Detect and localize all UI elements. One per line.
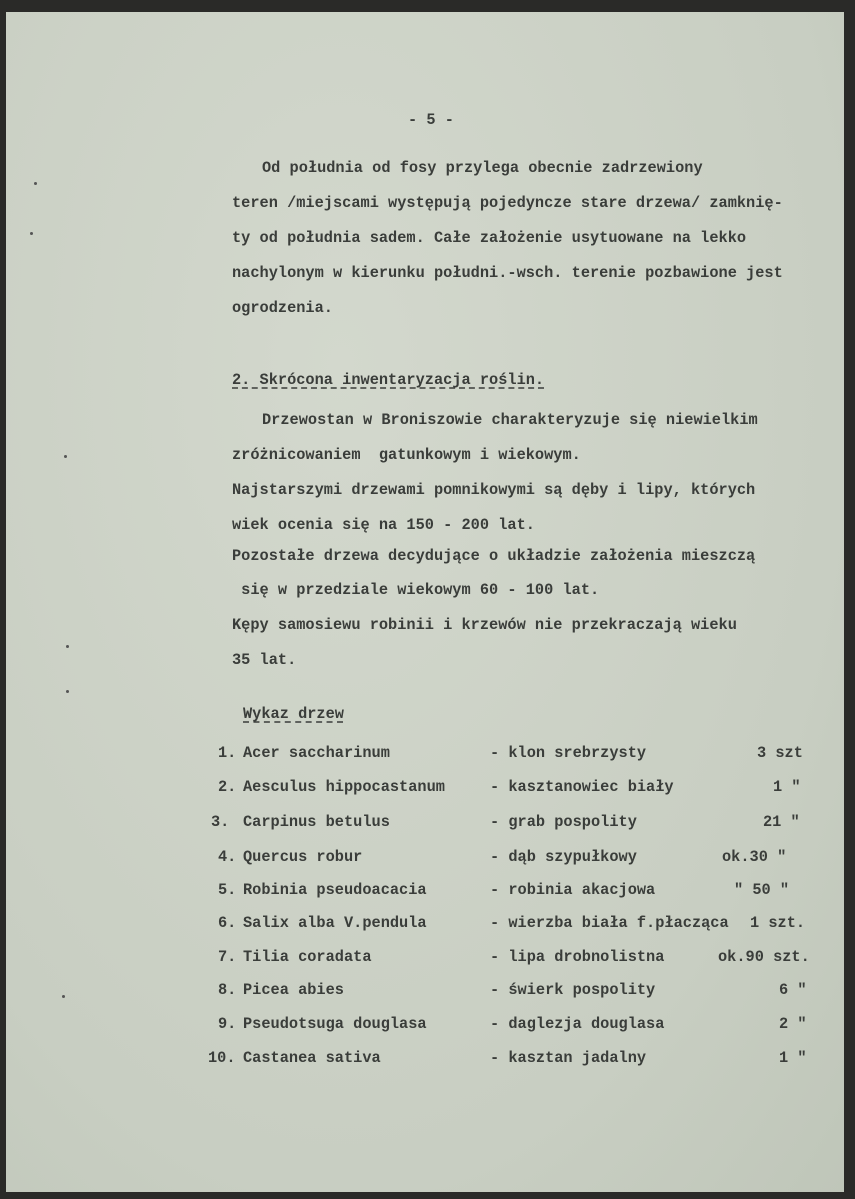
tree-latin-name: Robinia pseudoacacia (243, 881, 427, 899)
tree-polish-name: - dąb szypułkowy (490, 848, 637, 866)
tree-count: ok.90 szt. (718, 948, 810, 966)
tree-number: 10. (208, 1049, 236, 1067)
tree-latin-name: Pseudotsuga douglasa (243, 1015, 427, 1033)
tree-count: 21 " (763, 813, 800, 831)
tree-count: 2 " (779, 1015, 807, 1033)
tree-latin-name: Salix alba V.pendula (243, 914, 427, 932)
tree-number: 5. (218, 881, 237, 899)
tree-polish-name: - grab pospolity (490, 813, 637, 831)
paragraph-2-line: zróżnicowaniem gatunkowym i wiekowym. (232, 446, 581, 464)
paragraph-2-line: się w przedziale wiekowym 60 - 100 lat. (232, 581, 600, 599)
tree-polish-name: - kasztanowiec biały (490, 778, 674, 796)
tree-latin-name: Picea abies (243, 981, 344, 999)
scan-speck (62, 995, 65, 998)
tree-latin-name: Castanea sativa (243, 1049, 381, 1067)
tree-number: 8. (218, 981, 237, 999)
tree-number: 2. (218, 778, 237, 796)
tree-number: 1. (218, 744, 237, 762)
section-heading: 2. Skrócona inwentaryzacja roślin. (232, 371, 545, 389)
tree-number: 4. (218, 848, 237, 866)
tree-count: 6 " (779, 981, 807, 999)
paragraph-2-line: Drzewostan w Broniszowie charakteryzuje się niewielkim (262, 411, 758, 429)
tree-number: 9. (218, 1015, 237, 1033)
paragraph-1-line: teren /miejscami występują pojedyncze stare drzewa/ zamknię- (232, 194, 783, 212)
list-heading: Wykaz drzew (243, 705, 344, 723)
tree-polish-name: - kasztan jadalny (490, 1049, 647, 1067)
tree-number: 3. (211, 813, 230, 831)
tree-polish-name: - wierzba biała f.płacząca (490, 914, 729, 932)
paragraph-1-line: ogrodzenia. (232, 299, 333, 317)
tree-latin-name: Tilia coradata (243, 948, 372, 966)
scan-speck (64, 455, 67, 458)
tree-count: 1 " (779, 1049, 807, 1067)
paragraph-1-line: Od południa od fosy przylega obecnie zadrzewiony (262, 159, 703, 177)
tree-latin-name: Quercus robur (243, 848, 363, 866)
paragraph-1-line: nachylonym w kierunku południ.-wsch. terenie pozbawione jest (232, 264, 783, 282)
paragraph-2-line: 35 lat. (232, 651, 297, 669)
tree-number: 7. (218, 948, 237, 966)
tree-count: 3 szt (757, 744, 803, 762)
tree-count: " 50 " (734, 881, 790, 899)
tree-latin-name: Acer saccharinum (243, 744, 390, 762)
paragraph-2-line: Najstarszymi drzewami pomnikowymi są dęby i lipy, których (232, 481, 756, 499)
tree-polish-name: - świerk pospolity (490, 981, 656, 999)
tree-count: ok.30 " (722, 848, 787, 866)
tree-polish-name: - robinia akacjowa (490, 881, 656, 899)
paragraph-1-line: ty od południa sadem. Całe założenie usytuowane na lekko (232, 229, 747, 247)
tree-latin-name: Aesculus hippocastanum (243, 778, 445, 796)
tree-latin-name: Carpinus betulus (243, 813, 390, 831)
paragraph-2-line: Pozostałe drzewa decydujące o układzie założenia mieszczą (232, 547, 756, 565)
scan-speck (34, 182, 37, 185)
scan-speck (66, 690, 69, 693)
paragraph-2-line: wiek ocenia się na 150 - 200 lat. (232, 516, 535, 534)
tree-count: 1 szt. (750, 914, 806, 932)
tree-polish-name: - klon srebrzysty (490, 744, 647, 762)
tree-number: 6. (218, 914, 237, 932)
scan-speck (66, 645, 69, 648)
tree-polish-name: - lipa drobnolistna (490, 948, 665, 966)
page-number: - 5 - (408, 111, 454, 129)
paragraph-2-line: Kępy samosiewu robinii i krzewów nie przekraczają wieku (232, 616, 737, 634)
scan-speck (30, 232, 33, 235)
tree-polish-name: - daglezja douglasa (490, 1015, 665, 1033)
tree-count: 1 " (773, 778, 801, 796)
